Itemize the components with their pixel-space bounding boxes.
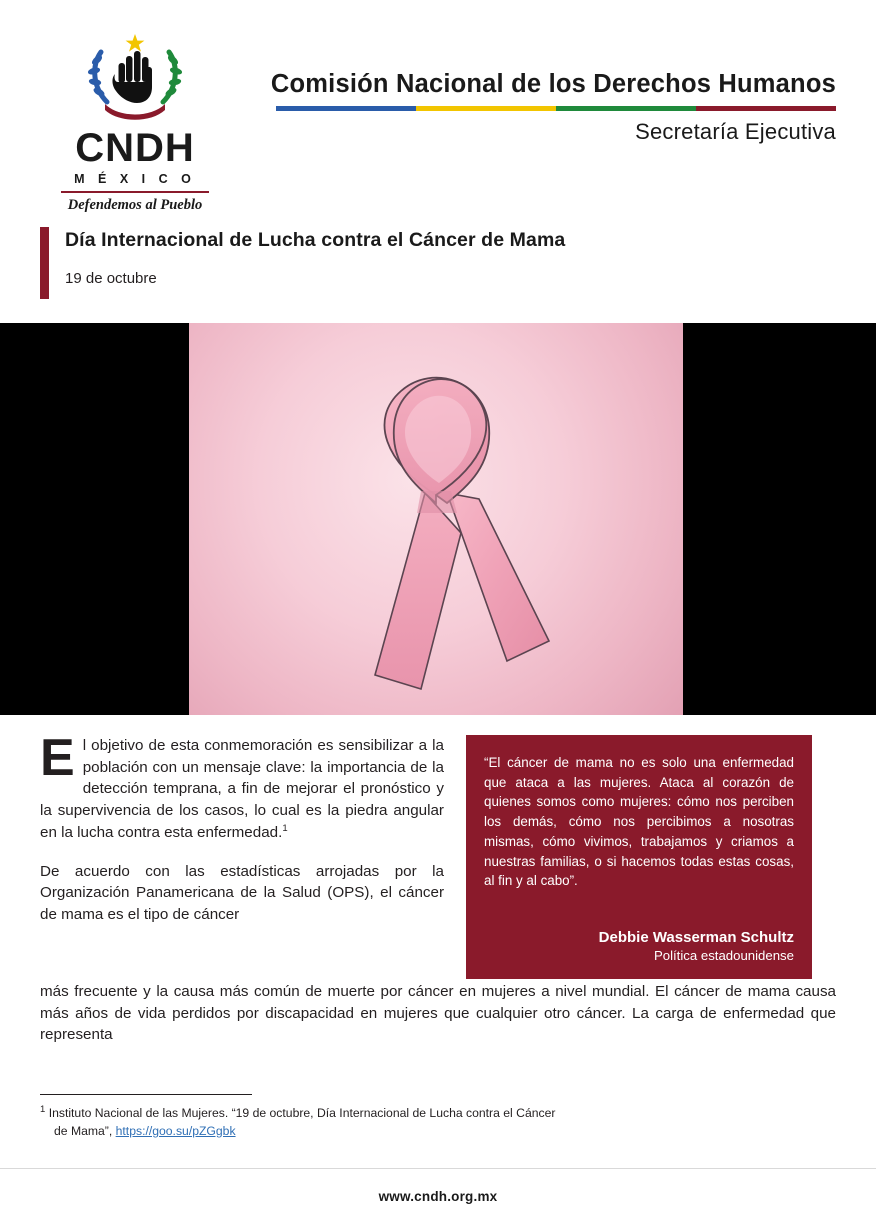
header-color-bar	[276, 106, 836, 111]
page-title: Día Internacional de Lucha contra el Cáncer de Mama	[65, 229, 566, 251]
title-accent-bar	[40, 227, 49, 299]
organization-subtitle: Secretaría Ejecutiva	[635, 119, 836, 144]
footnote-block	[40, 1094, 836, 1140]
cndh-emblem-icon	[71, 30, 199, 126]
footnote-line-2	[40, 1123, 836, 1141]
logo-country: M É X I C O	[74, 172, 196, 186]
footnote-link[interactable]: https://goo.su/pZGgbk	[115, 1123, 236, 1138]
footer-website-url[interactable]: www.cndh.org.mx	[378, 1189, 498, 1204]
page-footer	[0, 1168, 876, 1224]
footnote-line-2-prefix: de Mama”,	[54, 1123, 116, 1138]
paragraph-lead	[40, 729, 444, 844]
quote-attribution	[484, 929, 794, 963]
article-body	[0, 715, 876, 1046]
quote-text: “El cáncer de mama no es solo una enfermedad que ataca a las mujeres. Ataca al corazón de quienes somos como mujeres: cómo nos perciben los demás, cómo nos percibimos a nosotras mismas, cómo vivimos, trabajamos y criamos a nuestras familias, o si hacemos todas estas cosas, al fin y al cabo”.	[484, 755, 794, 889]
cndh-logo	[40, 26, 230, 214]
drop-cap: E	[40, 729, 75, 787]
footnote-text	[40, 1103, 836, 1140]
logo-tagline: Defendemos al Pueblo	[67, 197, 203, 213]
hero-image-band	[0, 323, 876, 715]
organization-title: Comisión Nacional de los Derechos Humanos	[270, 70, 836, 98]
quote-author-name: Debbie Wasserman Schultz	[598, 929, 794, 946]
footnote-line-1: Instituto Nacional de las Mujeres. “19 de octubre, Día Internacional de Lucha contra el Cáncer	[48, 1106, 556, 1121]
quote-author-role: Política estadounidense	[653, 948, 794, 963]
full-width-text	[40, 981, 836, 1046]
pink-ribbon-illustration	[189, 323, 683, 715]
left-column	[40, 729, 444, 943]
logo-divider	[61, 191, 209, 193]
footnote-divider	[40, 1094, 252, 1095]
footnote-ref: 1	[282, 822, 288, 834]
header-titles	[230, 26, 836, 145]
logo-acronym: CNDH	[75, 126, 195, 170]
document-title-block	[0, 215, 876, 323]
paragraph-three: más frecuente y la causa más común de muerte por cáncer en mujeres a nivel mundial. El cáncer de mama causa más años de vida perdidos por discapacidad en mujeres que cualquier otro cáncer. La carga de enfermedad que representa	[40, 983, 836, 1044]
paragraph-lead-text: l objetivo de esta conmemoración es sensibilizar a la población con un mensaje clave: la importancia de la detección temprana, a fin de mejorar el pronóstico y la supervivencia de los casos, lo cual es la piedra angular en la lucha contra esta enfermedad.	[40, 737, 444, 841]
paragraph-two: De acuerdo con las estadísticas arrojadas por la Organización Panamericana de la Salud (OPS), el cáncer de mama es el tipo de cáncer	[40, 862, 444, 924]
pull-quote	[466, 735, 812, 979]
document-date: 19 de octubre	[65, 270, 157, 287]
footnote-marker: 1	[40, 1104, 46, 1115]
page-header	[0, 0, 876, 215]
